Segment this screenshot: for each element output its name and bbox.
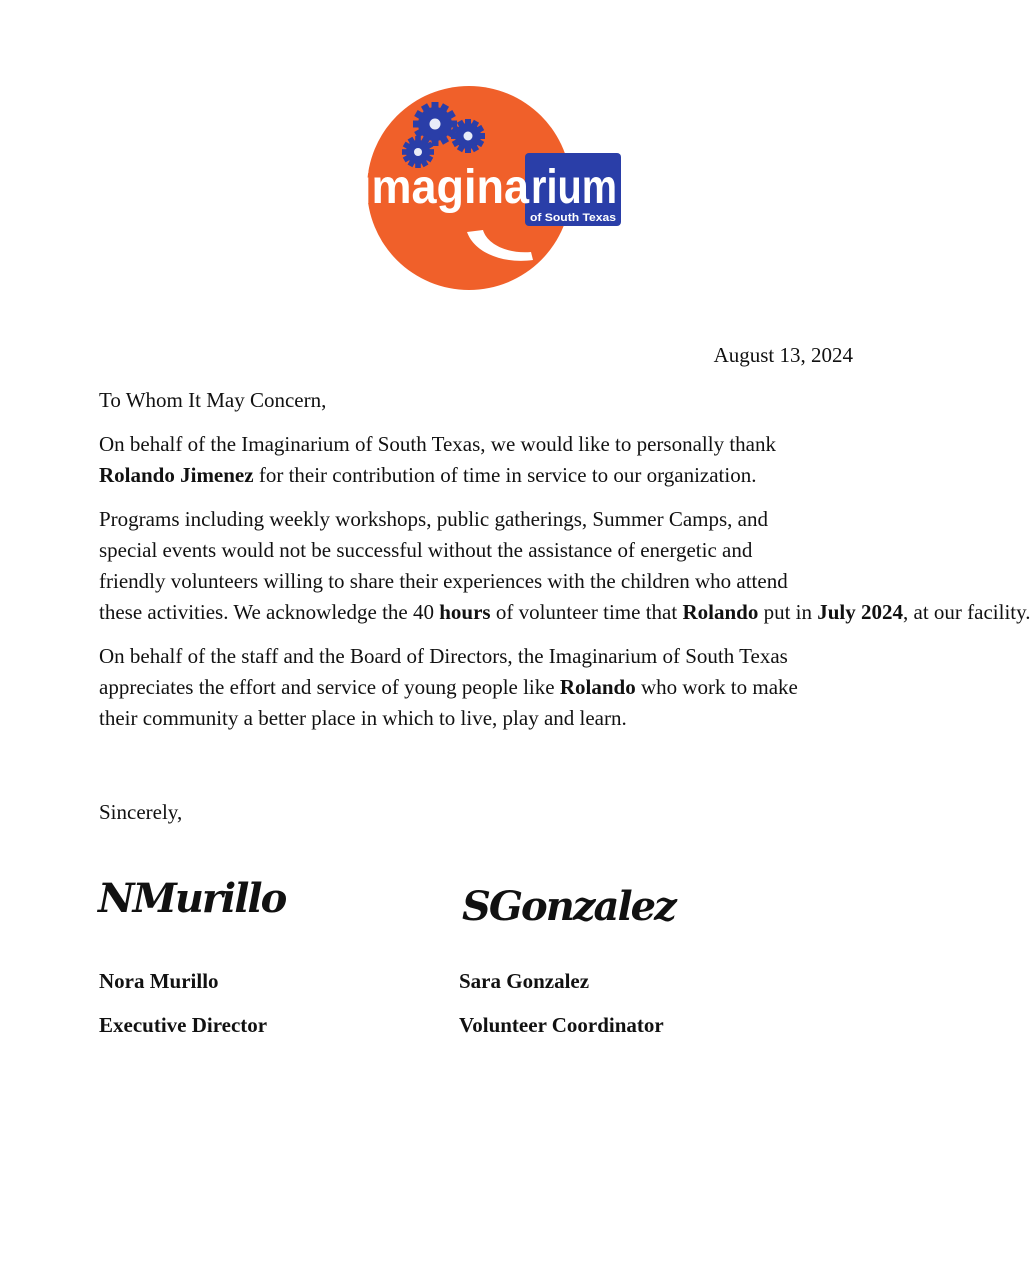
paragraph-programs: [99, 504, 1031, 628]
letter-date: August 13, 2024: [713, 343, 853, 367]
p3-b_name: Rolando: [559, 675, 636, 699]
p2-b_hours: hours: [439, 600, 491, 624]
signer-name-1: Nora Murillo: [99, 969, 219, 993]
logo-subtitle: of South Texas: [530, 212, 616, 224]
p2-a: Programs including weekly workshops, public gatherings, Summer Camps, and special events would not be successful without the assistance of energetic and friendly volunteers willing to share their experiences with the children who attend these activities. We acknowledge the 40: [99, 507, 788, 624]
signer-title-1: Executive Director: [99, 1013, 268, 1037]
signature-sara-gonzalez: SGonzalez: [462, 883, 675, 930]
p2-c: of volunteer time that: [490, 600, 683, 624]
p1-a: On behalf of the Imaginarium of South Texas, we would like to personally thank: [99, 432, 776, 456]
signer-name-2: Sara Gonzalez: [459, 969, 590, 993]
p3-c: who work to make their community a better place in which to live, play and learn.: [99, 675, 798, 730]
p2-f_period: July 2024: [817, 600, 904, 624]
logo-wordmark-orange: imagina: [359, 161, 530, 214]
p3-a: On behalf of the staff and the Board of Directors, the Imaginarium of South Texas appreciates the effort and service of young people like: [99, 644, 788, 699]
paragraph-thanks: [99, 429, 899, 491]
p2-e: put in: [758, 600, 818, 624]
logo-wordmark-blue: rium: [531, 161, 617, 214]
p1-b_name: Rolando Jimenez: [99, 463, 254, 487]
closing: Sincerely,: [99, 800, 183, 824]
letter-body: [99, 385, 1031, 828]
imaginarium-logo: [355, 82, 630, 297]
signer-title-2: Volunteer Coordinator: [459, 1013, 664, 1037]
signature-nora-murillo: NMurillo: [98, 875, 286, 922]
salutation: To Whom It May Concern,: [99, 388, 327, 412]
paragraph-appreciation: [99, 641, 899, 734]
p2-g: , at our facility.: [903, 600, 1031, 624]
p1-c: for their contribution of time in service to our organization.: [253, 463, 757, 487]
p2-d_name: Rolando: [682, 600, 759, 624]
